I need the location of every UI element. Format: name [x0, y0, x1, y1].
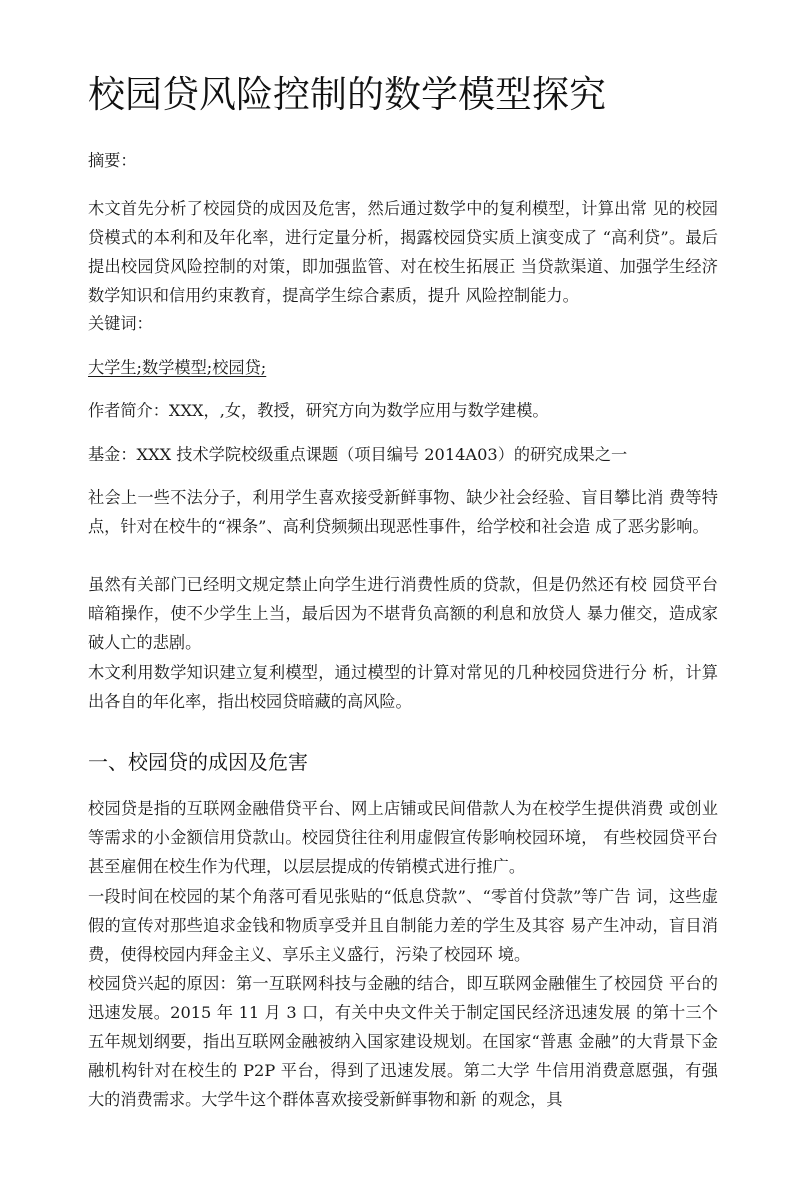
intro-paragraph-1: 社会上一些不法分子，利用学生喜欢接受新鲜事物、缺少社会经验、盲目攀比消 费等特点，针对在校牛的“裸条”、高利贷频频出现恶性事件，给学校和社会造 成了恶劣影响。 [88, 488, 718, 536]
section-1-heading: 一、校园贷的成因及危害 [88, 750, 308, 774]
section-1-paragraph-1: 校园贷是指的互联网金融借贷平台、网上店铺或民间借款人为在校学生提供消费 或创业等需求的小金额信用贷款山。校园贷往往利用虚假宣传影响校园环境， 有些校园贷平台甚至雇佣在校生作为代理，以层层提成的传销模式进行推广。 [88, 799, 718, 876]
keywords-label: 关键词： [88, 314, 153, 333]
section-1-paragraph-3: 校园贷兴起的原因：第一互联网科技与金融的结合，即互联网金融催生了校园贷 平台的迅速发展。2015 年 11 月 3 口，有关中央文件关于制定国民经济迅速发展 的第十三个五年规划纲要，指出互联网金融被纳入国家建设规划。在国家“普惠 金融”的大背景下金融机构针对在校生的 P2P 平台，得到了迅速发展。第二大学 牛信用消费意愿强，有强大的消费需求。大学牛这个群体喜欢接受新鲜事物和新 的观念，具 [88, 974, 718, 1109]
intro-paragraph-2: 虽然有关部门已经明文规定禁止向学生进行消费性质的贷款，但是仍然还有校 园贷平台暗箱操作，使不少学生上当，最后因为不堪背负高额的利息和放贷人 暴力催交，造成家破人亡的悲剧。 [88, 575, 718, 652]
section-1-paragraph-2: 一段时间在校园的某个角落可看见张贴的“低息贷款”、“零首付贷款”等广告 词，这些虚假的宣传对那些追求金钱和物质享受并且自制能力差的学生及其容 易产生冲动，盲目消费，使得校园内拜金主义、享乐主义盛行，污染了校园环 境。 [88, 887, 718, 964]
document-title: 校园贷风险控制的数学模型探究 [88, 73, 606, 116]
intro-paragraph-3: 木文利用数学知识建立复利模型，通过模型的计算对常见的几种校园贷进行分 析，计算出各自的年化率，指出校园贷暗藏的高风险。 [88, 663, 718, 711]
abstract-label: 摘要： [88, 151, 137, 170]
abstract-text: 木文首先分析了校园贷的成因及危害，然后通过数学中的复利模型，计算出常 见的校园贷模式的本利和及年化率，进行定量分析，揭露校园贷实质上演变成了 “高利贷”。最后提出校园贷风险控制的对策，即加强监管、对在校生拓展正 当贷款渠道、加强学生经济数学知识和信用约束教育，提高学生综合素质，提升 风险控制能力。 [88, 199, 718, 305]
keywords-text: 大学生;数学模型;校园贷; [88, 358, 267, 377]
author-info: 作者简介：XXX，,女，教授，研究方向为数学应用与数学建模。 [88, 401, 549, 420]
fund-info: 基金：XXX 技术学院校级重点课题（项目编号 2014A03）的研究成果之一 [88, 445, 628, 464]
